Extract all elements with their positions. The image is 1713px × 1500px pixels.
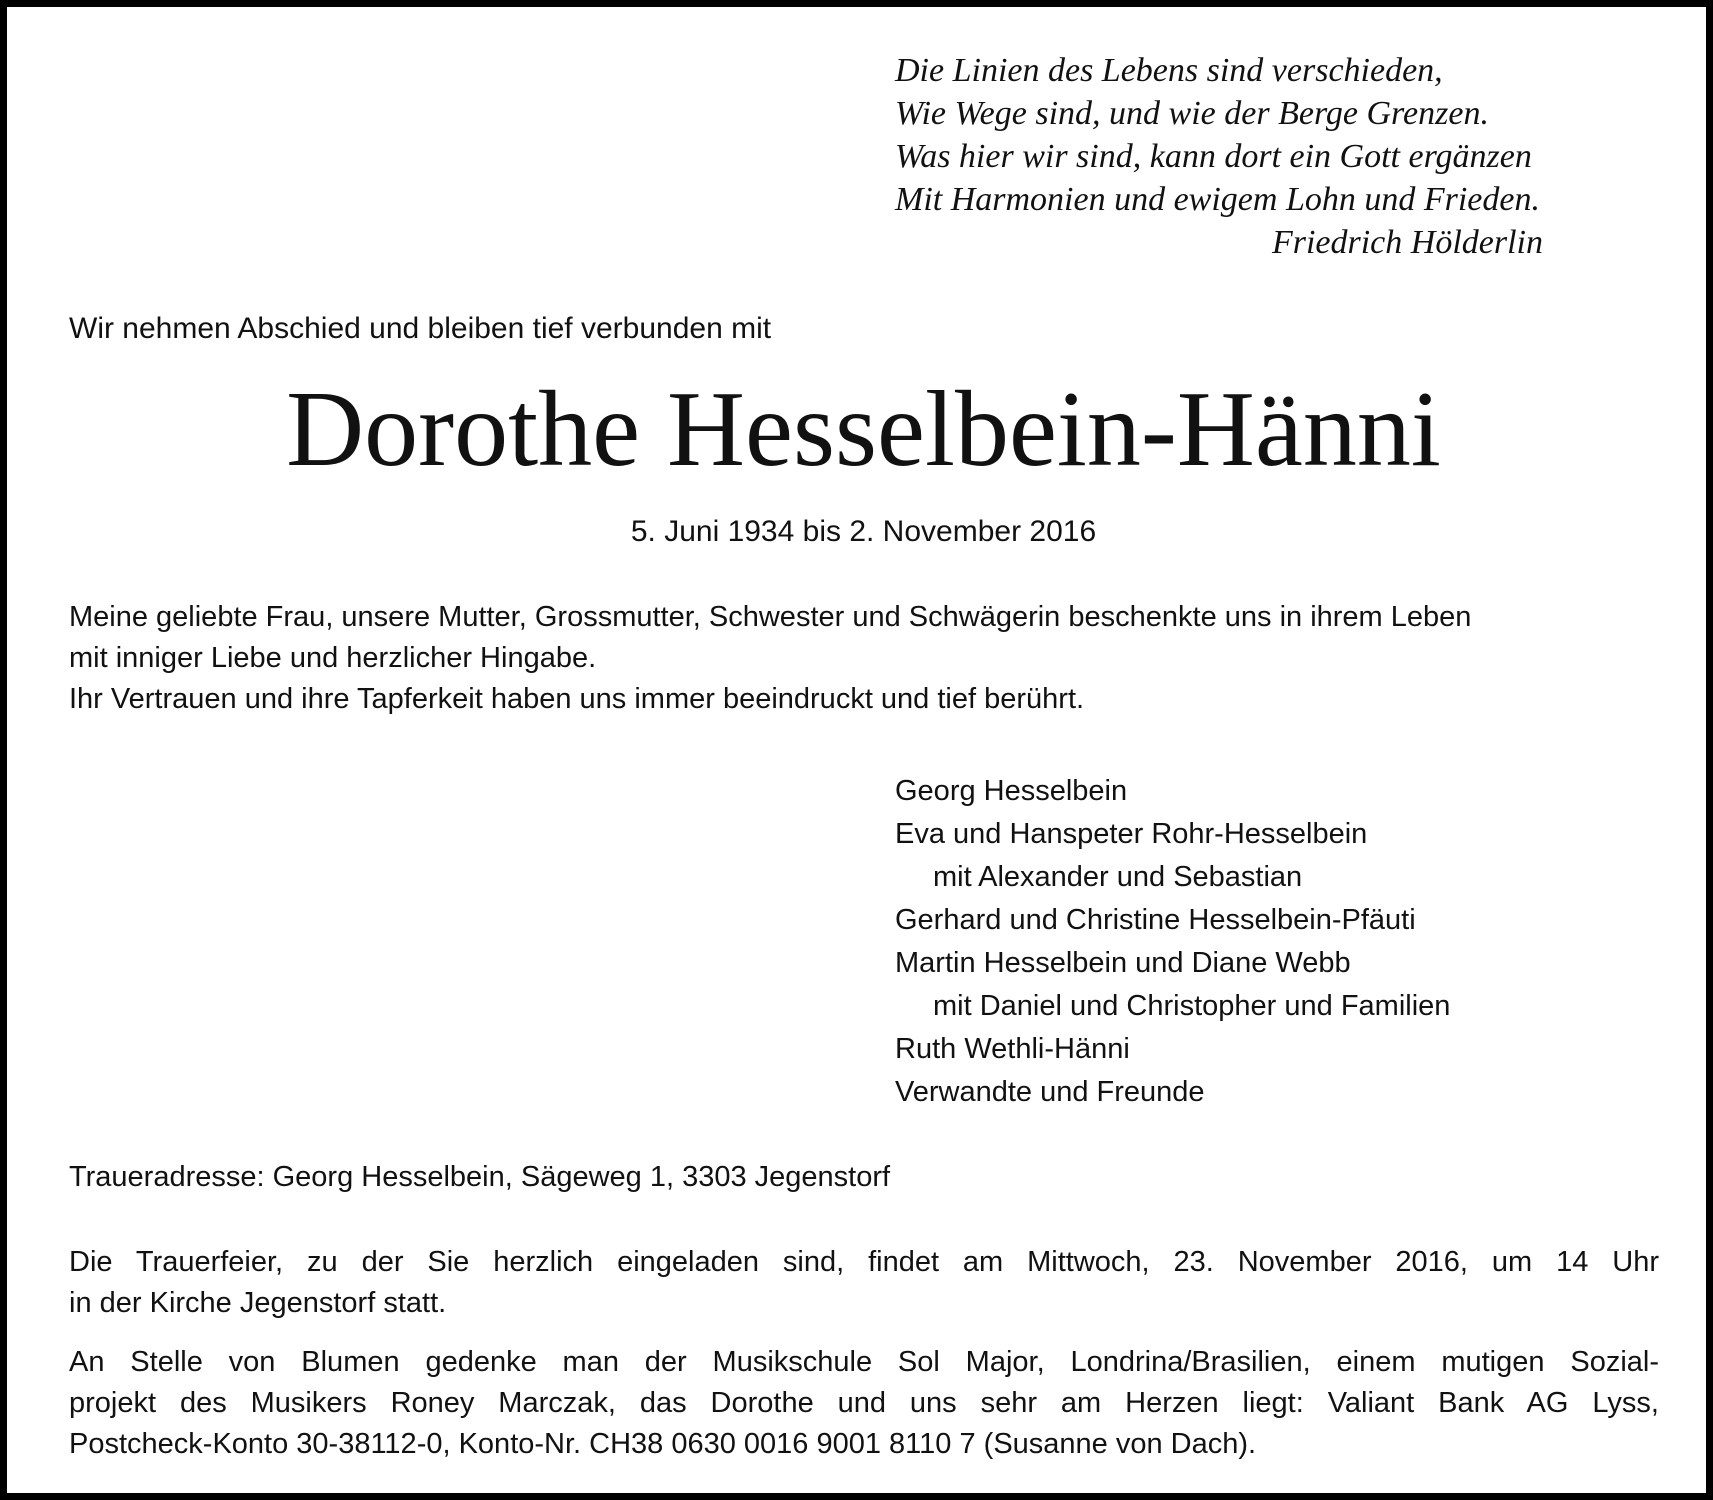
mourner-name: mit Alexander und Sebastian bbox=[933, 861, 1303, 893]
tribute-line: Ihr Vertrauen und ihre Tapferkeit haben uns immer beeindruckt und tief berührt. bbox=[69, 683, 1085, 715]
ceremony-notice bbox=[69, 1242, 1659, 1324]
poem-quote bbox=[895, 49, 1555, 264]
ceremony-line: Die Trauerfeier, zu der Sie herzlich eingeladen sind, findet am Mittwoch, 23. November 2016, um 14 Uhr bbox=[69, 1246, 1659, 1278]
tribute-line: Meine geliebte Frau, unsere Mutter, Grossmutter, Schwester und Schwägerin beschenkte uns in ihrem Leben bbox=[69, 601, 1472, 633]
mourner-name: Gerhard und Christine Hesselbein-Pfäuti bbox=[895, 904, 1416, 936]
poem-line: Mit Harmonien und ewigem Lohn und Frieden. bbox=[895, 181, 1540, 218]
mourners-list bbox=[895, 770, 1655, 1114]
life-dates: 5. Juni 1934 bis 2. November 2016 bbox=[630, 515, 1097, 548]
mourner-name: Georg Hesselbein bbox=[895, 775, 1128, 807]
intro-text: Wir nehmen Abschied und bleiben tief verbunden mit bbox=[69, 312, 772, 345]
mourning-address: Traueradresse: Georg Hesselbein, Sägeweg 1, 3303 Jegenstorf bbox=[69, 1161, 891, 1193]
poem-line: Die Linien des Lebens sind verschieden, bbox=[895, 52, 1443, 89]
mourner-name: Verwandte und Freunde bbox=[895, 1076, 1205, 1108]
mourner-name: mit Daniel und Christopher und Familien bbox=[933, 990, 1451, 1022]
tribute-text bbox=[69, 597, 1669, 720]
ceremony-line: in der Kirche Jegenstorf statt. bbox=[69, 1287, 447, 1319]
tribute-line: mit inniger Liebe und herzlicher Hingabe. bbox=[69, 642, 597, 674]
mourner-name: Martin Hesselbein und Diane Webb bbox=[895, 947, 1351, 979]
donation-line: projekt des Musikers Roney Marczak, das Dorothe und uns sehr am Herzen liegt: Valiant Bank AG Lyss, bbox=[69, 1387, 1659, 1419]
mourner-name: Eva und Hanspeter Rohr-Hesselbein bbox=[895, 818, 1368, 850]
poem-line: Was hier wir sind, kann dort ein Gott ergänzen bbox=[895, 138, 1532, 175]
donation-line: An Stelle von Blumen gedenke man der Musikschule Sol Major, Londrina/Brasilien, einem mutigen Sozial- bbox=[69, 1346, 1659, 1378]
donation-notice bbox=[69, 1342, 1659, 1465]
donation-line: Postcheck-Konto 30-38112-0, Konto-Nr. CH38 0630 0016 9001 8110 7 (Susanne von Dach). bbox=[69, 1428, 1257, 1460]
mourner-name: Ruth Wethli-Hänni bbox=[895, 1033, 1130, 1065]
poem-author: Friedrich Hölderlin bbox=[1271, 224, 1543, 261]
deceased-name: Dorothe Hesselbein-Hänni bbox=[286, 370, 1441, 489]
poem-line: Wie Wege sind, und wie der Berge Grenzen. bbox=[895, 95, 1489, 132]
